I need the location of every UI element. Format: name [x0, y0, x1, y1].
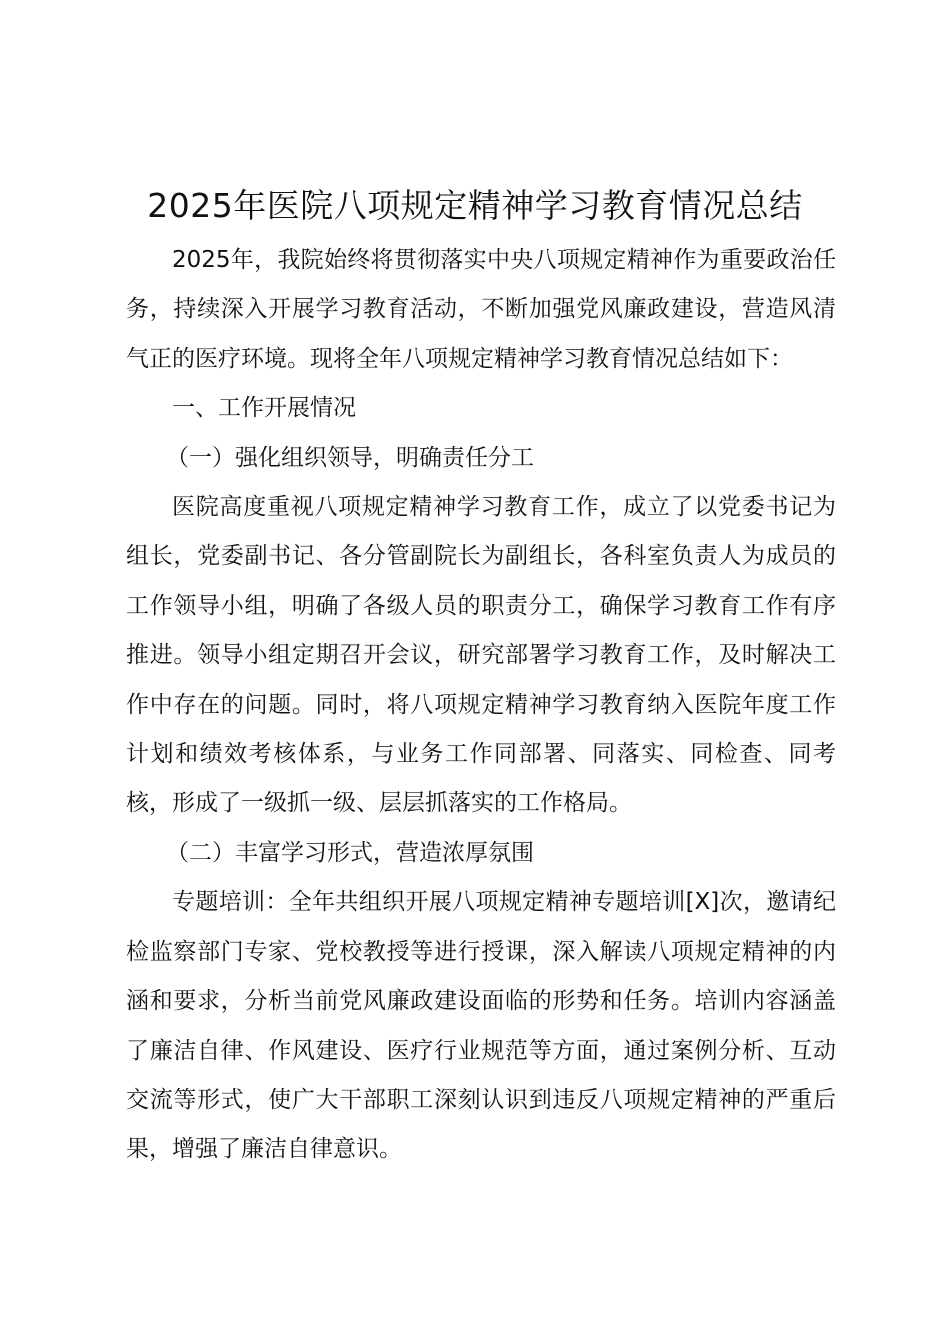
intro-paragraph: 2025年，我院始终将贯彻落实中央八项规定精神作为重要政治任务，持续深入开展学习教育活动，不断加强党风廉政建设，营造风清气正的医疗环境。现将全年八项规定精神学习教育情况总结如下： — [126, 247, 836, 372]
organization-paragraph: 医院高度重视八项规定精神学习教育工作，成立了以党委书记为组长，党委副书记、各分管副院长为副组长，各科室负责人为成员的工作领导小组，明确了各级人员的职责分工，确保学习教育工作有序推进。领导小组定期召开会议，研究部署学习教育工作，及时解决工作中存在的问题。同时，将八项规定精神学习教育纳入医院年度工作计划和绩效考核体系，与业务工作同部署、同落实、同检查、同考核，形成了一级抓一级、层层抓落实的工作格局。 — [126, 494, 836, 817]
section-heading-work-progress: 一、工作开展情况 — [172, 395, 356, 422]
training-paragraph: 专题培训：全年共组织开展八项规定精神专题培训[X]次，邀请纪检监察部门专家、党校教授等进行授课，深入解读八项规定精神的内涵和要求，分析当前党风廉政建设面临的形势和任务。培训内容涵盖了廉洁自律、作风建设、医疗行业规范等方面，通过案例分析、互动交流等形式，使广大干部职工深刻认识到违反八项规定精神的严重后果，增强了廉洁自律意识。 — [126, 889, 836, 1163]
document-title: 2025年医院八项规定精神学习教育情况总结 — [147, 186, 803, 225]
subsection-heading-organization: （一）强化组织领导，明确责任分工 — [166, 444, 534, 471]
subsection-heading-learning-forms: （二）丰富学习形式，营造浓厚氛围 — [166, 839, 534, 866]
document-body — [126, 236, 836, 1175]
